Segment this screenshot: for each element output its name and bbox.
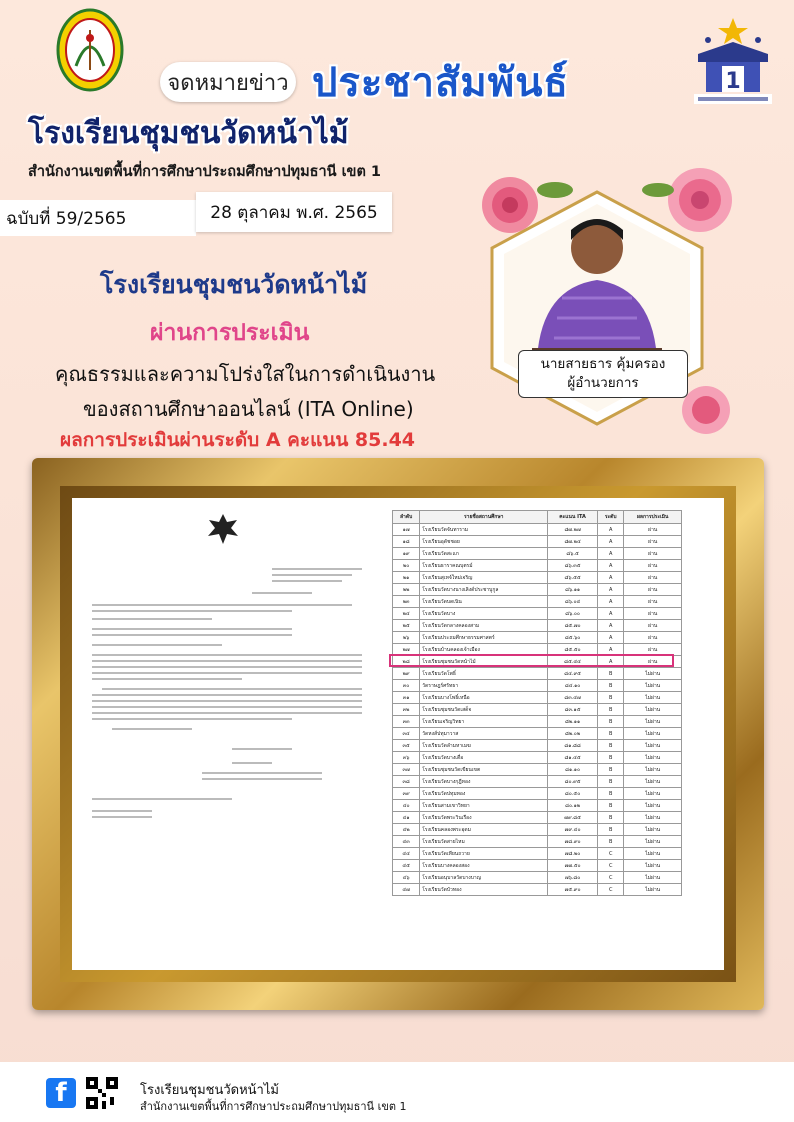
table-cell: A [597, 644, 623, 656]
letter-text-line [92, 678, 242, 680]
table-cell: ๘๕.๕๐ [548, 644, 598, 656]
issue-date: 28 ตุลาคม พ.ศ. 2565 [196, 192, 392, 232]
table-cell: ผ่าน [624, 536, 682, 548]
quality-school-logo [690, 14, 776, 110]
table-cell: B [597, 740, 623, 752]
table-cell: B [597, 680, 623, 692]
table-cell: ๘๑.๘๘ [548, 740, 598, 752]
table-cell: B [597, 704, 623, 716]
table-cell: โรงเรียนวัดบาง [420, 608, 548, 620]
letter-text-line [232, 762, 272, 764]
table-cell: โรงเรียนธาราคณบุตรม์ [420, 560, 548, 572]
letter-text-line [112, 728, 192, 730]
table-cell: โรงเรียนวัดสะแก [420, 548, 548, 560]
table-header-cell: ผลการประเมิน [624, 511, 682, 524]
table-cell: ผ่าน [624, 548, 682, 560]
table-row [393, 560, 682, 572]
table-cell: วัดราษฎร์ศรัทธา [420, 680, 548, 692]
svg-text:1: 1 [725, 69, 741, 94]
ita-results-table [392, 510, 682, 896]
qr-code-icon[interactable] [86, 1077, 118, 1109]
table-cell: ๘๐.๙๕ [548, 776, 598, 788]
table-header-cell: คะแนน ITA [548, 511, 598, 524]
table-row [393, 704, 682, 716]
table-row [393, 716, 682, 728]
table-cell: ไม่ผ่าน [624, 680, 682, 692]
table-cell: B [597, 728, 623, 740]
table-cell: ๔๕ [393, 860, 420, 872]
facebook-icon[interactable]: f [46, 1078, 76, 1108]
letter-text-line [92, 628, 292, 630]
table-cell: โรงเรียนคลองพระอุดม [420, 824, 548, 836]
table-cell: ๘๖.๕ [548, 548, 598, 560]
director-name: นายสายธาร คุ้มครอง [540, 356, 666, 372]
table-cell: ๓๑ [393, 692, 420, 704]
table-cell: A [597, 560, 623, 572]
table-cell: ๗๘.๒๐ [548, 848, 598, 860]
table-cell: ๒๙ [393, 668, 420, 680]
table-row [393, 812, 682, 824]
table-cell: โรงเรียนสามเขาวิทยา [420, 800, 548, 812]
letter-text-line [92, 644, 222, 646]
table-cell: ๓๙ [393, 788, 420, 800]
table-cell: โรงเรียนชุมชนวัดเขียนเขต [420, 764, 548, 776]
table-header-cell: ลำดับ [393, 511, 420, 524]
table-cell: ไม่ผ่าน [624, 824, 682, 836]
table-cell: ผ่าน [624, 524, 682, 536]
table-header-cell: ระดับ [597, 511, 623, 524]
table-cell: ๒๑ [393, 572, 420, 584]
letter-text-line [92, 816, 152, 818]
table-cell: B [597, 788, 623, 800]
table-cell: โรงเรียนวัดกลางคลองสาม [420, 620, 548, 632]
table-cell: โรงเรียนชุมชนวัดเสด็จ [420, 704, 548, 716]
headline-result: ผลการประเมินผ่านระดับ A คะแนน 85.44 [60, 429, 416, 451]
letter-text-line [92, 666, 362, 668]
table-cell: ๓๕ [393, 740, 420, 752]
table-cell: ๘๕.๔๔ [548, 656, 598, 668]
table-row [393, 848, 682, 860]
table-cell: ๓๖ [393, 752, 420, 764]
table-cell: A [597, 524, 623, 536]
table-row [393, 740, 682, 752]
table-cell: ไม่ผ่าน [624, 716, 682, 728]
table-cell: วัดหงส์ปทุมาวาส [420, 728, 548, 740]
table-cell: ๓๐ [393, 680, 420, 692]
table-row [393, 728, 682, 740]
table-cell: ๘๒.๐๒ [548, 728, 598, 740]
table-cell: ไม่ผ่าน [624, 752, 682, 764]
table-row [393, 824, 682, 836]
letter-text-line [202, 772, 322, 774]
table-cell: ๘๗.๒๔ [548, 536, 598, 548]
table-cell: ผ่าน [624, 572, 682, 584]
headline-line1: คุณธรรมและความโปร่งใสในการดำเนินงาน [55, 362, 436, 386]
table-row [393, 548, 682, 560]
table-cell: โรงเรียนวัดบัวทอง [420, 884, 548, 896]
letter-text-line [252, 592, 312, 594]
table-cell: ๗๙.๘๕ [548, 812, 598, 824]
table-cell: ๘๕.๖๐ [548, 632, 598, 644]
table-row [393, 776, 682, 788]
table-cell: ๒๘ [393, 656, 420, 668]
letter-text-line [202, 778, 322, 780]
table-row [393, 668, 682, 680]
table-cell: A [597, 572, 623, 584]
table-cell: โรงเรียนชุมชนวัดหน้าไม้ [420, 656, 548, 668]
table-cell: ผ่าน [624, 596, 682, 608]
table-row [393, 536, 682, 548]
table-cell: A [597, 584, 623, 596]
table-cell: โรงเรียนวัดเทียนถวาย [420, 848, 548, 860]
table-cell: ๒๓ [393, 596, 420, 608]
table-row [393, 764, 682, 776]
table-cell: ๓๘ [393, 776, 420, 788]
table-cell: ๘๖.๑๑ [548, 584, 598, 596]
footer-school: โรงเรียนชุมชนวัดหน้าไม้ [140, 1083, 279, 1098]
letter-text-line [272, 568, 362, 570]
table-cell: ไม่ผ่าน [624, 788, 682, 800]
table-cell: โรงเรียนวัดบางนางเลิงด์ประชาบูกูล [420, 584, 548, 596]
table-cell: ๒๒ [393, 584, 420, 596]
table-cell: B [597, 836, 623, 848]
table-cell: ไม่ผ่าน [624, 668, 682, 680]
table-cell: ผ่าน [624, 608, 682, 620]
table-cell: ๒๔ [393, 608, 420, 620]
table-cell: ๔๖ [393, 872, 420, 884]
table-cell: ๘๗.๒๗ [548, 524, 598, 536]
table-cell: ผ่าน [624, 620, 682, 632]
table-cell: C [597, 848, 623, 860]
table-row [393, 884, 682, 896]
public-relations-title: ประชาสัมพันธ์ [312, 60, 569, 106]
letter-text-line [92, 672, 362, 674]
table-cell: B [597, 800, 623, 812]
table-cell: โรงเรียนบางคลองสอง [420, 860, 548, 872]
table-cell: ๗๖.๘๐ [548, 872, 598, 884]
table-cell: โรงเรียนวัดปทุมทอง [420, 788, 548, 800]
table-cell: ๒๖ [393, 632, 420, 644]
table-cell: A [597, 620, 623, 632]
letter-text-line [92, 694, 362, 696]
headline-passed: ผ่านการประเมิน [150, 320, 310, 346]
table-cell: ๓๒ [393, 704, 420, 716]
table-cell: ไม่ผ่าน [624, 764, 682, 776]
issue-number: ฉบับที่ 59/2565 [0, 200, 196, 236]
letter-text-line [272, 574, 352, 576]
letter-text-line [92, 700, 362, 702]
table-cell: ๗๕.๙๐ [548, 884, 598, 896]
table-cell: ๑๙ [393, 548, 420, 560]
newsletter-badge: จดหมายข่าว [160, 62, 296, 102]
table-cell: B [597, 692, 623, 704]
letter-text-line [92, 610, 292, 612]
table-cell: ผ่าน [624, 560, 682, 572]
table-cell: ๘๖.๐๐ [548, 608, 598, 620]
letter-text-line [92, 810, 152, 812]
table-cell: A [597, 632, 623, 644]
table-row [393, 620, 682, 632]
letter-text-line [92, 712, 362, 714]
letter-text-line [102, 688, 362, 690]
table-cell: โรงเรียนอุดัชชอย [420, 536, 548, 548]
table-cell: ๘๓.๑๕ [548, 704, 598, 716]
official-letter [82, 508, 372, 948]
table-cell: ๘๐.๑๒ [548, 800, 598, 812]
table-cell: ๔๐ [393, 800, 420, 812]
table-cell: ไม่ผ่าน [624, 812, 682, 824]
table-row [393, 524, 682, 536]
table-cell: ผ่าน [624, 584, 682, 596]
table-cell: ๗๘.๙๐ [548, 836, 598, 848]
table-cell: ๔๗ [393, 884, 420, 896]
letter-text-line [92, 654, 362, 656]
framed-document [72, 498, 724, 970]
table-cell: ผ่าน [624, 644, 682, 656]
footer-office: สำนักงานเขตพื้นที่การศึกษาประถมศึกษาปทุมธานี เขต 1 [140, 1100, 407, 1113]
table-cell: ไม่ผ่าน [624, 800, 682, 812]
letter-text-line [92, 618, 212, 620]
table-row [393, 608, 682, 620]
school-title: โรงเรียนชุมชนวัดหน้าไม้ [28, 116, 349, 151]
table-cell: โรงเรียนวัดบางเดื่อ [420, 752, 548, 764]
table-cell: ไม่ผ่าน [624, 836, 682, 848]
table-cell: ๓๗ [393, 764, 420, 776]
table-row [393, 860, 682, 872]
table-cell: ๔๑ [393, 812, 420, 824]
table-cell: ๘๓.๔๗ [548, 692, 598, 704]
table-cell: ไม่ผ่าน [624, 740, 682, 752]
table-row [393, 800, 682, 812]
table-header-cell: รายชื่อสถานศึกษา [420, 511, 548, 524]
table-cell: ไม่ผ่าน [624, 884, 682, 896]
table-cell: ๓๔ [393, 728, 420, 740]
table-cell: ๘๒.๑๑ [548, 716, 598, 728]
table-row [393, 572, 682, 584]
table-cell: ไม่ผ่าน [624, 728, 682, 740]
director-position: ผู้อำนวยการ [567, 375, 639, 391]
table-cell: โรงเรียนวัดพระวินเรือง [420, 812, 548, 824]
table-cell: โรงเรียนบางโพธิ์เหนือ [420, 692, 548, 704]
table-cell: ๘๖.๐๔ [548, 596, 598, 608]
table-cell: โรงเรียนอนุบาลวัดบางบาญ [420, 872, 548, 884]
letter-text-line [92, 604, 352, 606]
table-cell: B [597, 752, 623, 764]
school-emblem-logo [56, 8, 124, 92]
table-cell: C [597, 860, 623, 872]
table-cell: ๘๖.๕๕ [548, 572, 598, 584]
letter-text-line [92, 660, 362, 662]
table-cell: ไม่ผ่าน [624, 704, 682, 716]
table-cell: ไม่ผ่าน [624, 848, 682, 860]
table-cell: ไม่ผ่าน [624, 860, 682, 872]
table-cell: ไม่ผ่าน [624, 692, 682, 704]
table-row [393, 872, 682, 884]
table-cell: ๘๔.๙๕ [548, 668, 598, 680]
table-row [393, 680, 682, 692]
table-cell: ๘๔.๑๐ [548, 680, 598, 692]
office-name: สำนักงานเขตพื้นที่การศึกษาประถมศึกษาปทุมธานี เขต 1 [28, 164, 382, 180]
table-cell: โรงเรียนวัดลำมหาเมฆ [420, 740, 548, 752]
table-cell: B [597, 668, 623, 680]
table-row [393, 836, 682, 848]
table-cell: ๔๒ [393, 824, 420, 836]
letter-text-line [92, 798, 232, 800]
table-cell: โรงเรียนวัดบางกุฎีทอง [420, 776, 548, 788]
table-cell: ๘๖.๓๕ [548, 560, 598, 572]
table-cell: ๑๗ [393, 524, 420, 536]
director-name-card [518, 350, 688, 398]
headline-line2: ของสถานศึกษาออนไลน์ (ITA Online) [83, 397, 414, 421]
table-cell: โรงเรียนประถมศึกษาธรรมศาสตร์ [420, 632, 548, 644]
table-cell: B [597, 716, 623, 728]
table-cell: โรงเรียนวัดโพธิ์ [420, 668, 548, 680]
table-cell: ๔๔ [393, 848, 420, 860]
table-cell: ๑๘ [393, 536, 420, 548]
table-cell: ผ่าน [624, 632, 682, 644]
table-cell: โรงเรียนวัดสายไหม [420, 836, 548, 848]
table-cell: ๓๓ [393, 716, 420, 728]
table-cell: B [597, 824, 623, 836]
table-cell: A [597, 656, 623, 668]
table-cell: ผ่าน [624, 656, 682, 668]
table-cell: B [597, 764, 623, 776]
table-cell: ๒๕ [393, 620, 420, 632]
table-cell: ๘๑.๔๕ [548, 752, 598, 764]
table-cell: ๗๗.๕๐ [548, 860, 598, 872]
table-cell: ๘๕.๗๐ [548, 620, 598, 632]
table-cell: โรงเรียนบ้านคลองเจ้าเมือง [420, 644, 548, 656]
table-cell: A [597, 536, 623, 548]
letter-text-line [92, 718, 292, 720]
table-cell: B [597, 812, 623, 824]
table-cell: C [597, 884, 623, 896]
table-cell: ๘๐.๕๐ [548, 788, 598, 800]
table-cell: ไม่ผ่าน [624, 872, 682, 884]
table-cell: A [597, 608, 623, 620]
table-row [393, 752, 682, 764]
letter-text-line [272, 580, 342, 582]
table-row [393, 692, 682, 704]
table-cell: ๔๓ [393, 836, 420, 848]
table-cell: ๒๐ [393, 560, 420, 572]
highlighted-row-marker [389, 654, 674, 667]
table-row [393, 584, 682, 596]
table-cell: A [597, 596, 623, 608]
table-cell: โรงเรียนวัดจันทาราม [420, 524, 548, 536]
letter-text-line [232, 748, 292, 750]
table-cell: โรงเรียนสุเทจ์ใหม่เจริญ [420, 572, 548, 584]
table-cell: A [597, 548, 623, 560]
table-cell: B [597, 776, 623, 788]
table-row [393, 788, 682, 800]
letter-text-line [92, 634, 292, 636]
garuda-emblem-icon [206, 512, 240, 546]
table-cell: ๗๙.๔๐ [548, 824, 598, 836]
table-row [393, 596, 682, 608]
table-cell: โรงเรียนเจริญวิทยา [420, 716, 548, 728]
table-cell: โรงเรียนวัดบดเนิน [420, 596, 548, 608]
letter-text-line [92, 706, 362, 708]
table-cell: ๘๑.๑๐ [548, 764, 598, 776]
table-cell: ๒๗ [393, 644, 420, 656]
table-cell: C [597, 872, 623, 884]
table-row [393, 632, 682, 644]
table-cell: ไม่ผ่าน [624, 776, 682, 788]
headline-school: โรงเรียนชุมชนวัดหน้าไม้ [100, 270, 368, 299]
gold-picture-frame [32, 458, 764, 1010]
